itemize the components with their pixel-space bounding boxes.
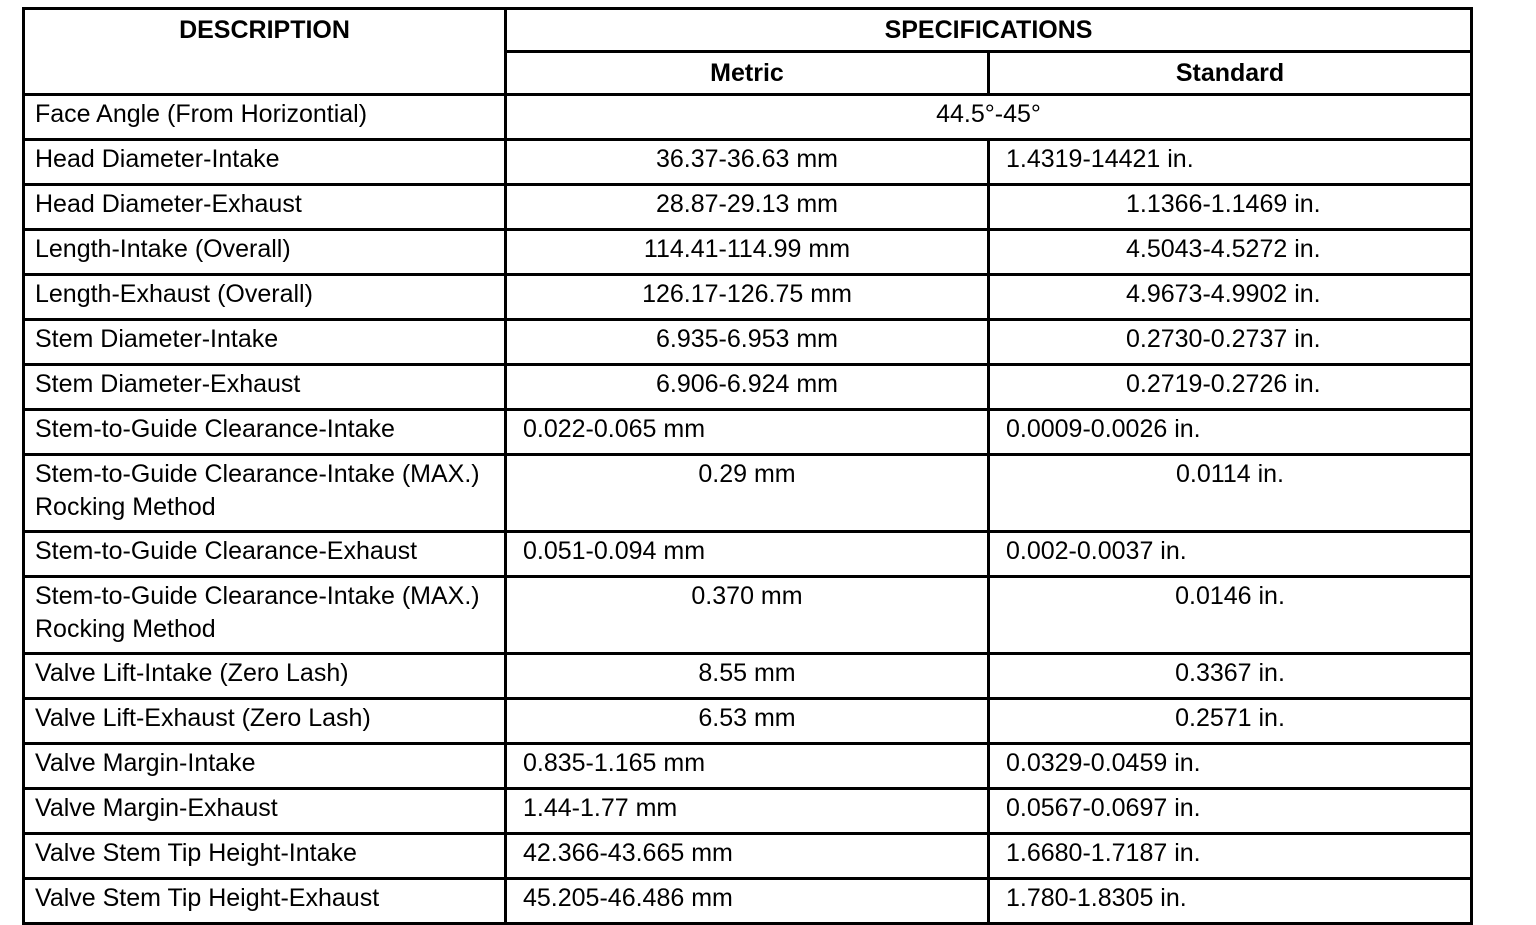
metric-cell: 45.205-46.486 mm [506,879,989,924]
description-cell: Length-Intake (Overall) [24,230,506,275]
description-cell: Length-Exhaust (Overall) [24,275,506,320]
table-row [24,532,1472,577]
metric-cell: 6.935-6.953 mm [506,320,989,365]
table-row [24,577,1472,654]
metric-cell: 28.87-29.13 mm [506,185,989,230]
combined-spec-cell: 44.5°-45° [506,95,1472,140]
table-row [24,275,1472,320]
table-row [24,879,1472,924]
description-cell: Head Diameter-Exhaust [24,185,506,230]
standard-cell: 0.2730-0.2737 in. [989,320,1472,365]
description-cell: Stem Diameter-Intake [24,320,506,365]
metric-header: Metric [506,52,989,95]
description-cell: Valve Margin-Intake [24,744,506,789]
standard-cell: 1.780-1.8305 in. [989,879,1472,924]
metric-cell: 0.370 mm [506,577,989,654]
standard-header: Standard [989,52,1472,95]
table-row [24,834,1472,879]
standard-cell: 1.1366-1.1469 in. [989,185,1472,230]
standard-cell: 4.5043-4.5272 in. [989,230,1472,275]
standard-cell: 0.3367 in. [989,654,1472,699]
metric-cell: 8.55 mm [506,654,989,699]
description-cell: Face Angle (From Horizontial) [24,95,506,140]
standard-cell: 0.0329-0.0459 in. [989,744,1472,789]
description-cell: Stem-to-Guide Clearance-Intake [24,410,506,455]
table-row [24,320,1472,365]
description-cell: Stem-to-Guide Clearance-Exhaust [24,532,506,577]
description-header: DESCRIPTION [24,9,506,95]
standard-cell: 0.0114 in. [989,455,1472,532]
standard-cell: 0.2719-0.2726 in. [989,365,1472,410]
standard-cell: 0.002-0.0037 in. [989,532,1472,577]
standard-cell: 4.9673-4.9902 in. [989,275,1472,320]
description-cell: Valve Margin-Exhaust [24,789,506,834]
standard-cell: 0.0567-0.0697 in. [989,789,1472,834]
metric-cell: 6.906-6.924 mm [506,365,989,410]
standard-cell: 0.2571 in. [989,699,1472,744]
description-cell: Stem-to-Guide Clearance-Intake (MAX.) Rocking Method [24,455,506,532]
table-row [24,230,1472,275]
metric-cell: 6.53 mm [506,699,989,744]
standard-cell: 0.0146 in. [989,577,1472,654]
table-row [24,654,1472,699]
metric-cell: 126.17-126.75 mm [506,275,989,320]
table-row [24,140,1472,185]
metric-cell: 0.29 mm [506,455,989,532]
description-cell: Valve Stem Tip Height-Intake [24,834,506,879]
description-cell: Valve Lift-Intake (Zero Lash) [24,654,506,699]
table-row [24,365,1472,410]
metric-cell: 114.41-114.99 mm [506,230,989,275]
metric-cell: 0.022-0.065 mm [506,410,989,455]
table-row [24,744,1472,789]
table-row [24,95,1472,140]
metric-cell: 42.366-43.665 mm [506,834,989,879]
standard-cell: 1.4319-14421 in. [989,140,1472,185]
description-cell: Valve Lift-Exhaust (Zero Lash) [24,699,506,744]
description-cell: Valve Stem Tip Height-Exhaust [24,879,506,924]
metric-cell: 1.44-1.77 mm [506,789,989,834]
metric-cell: 0.835-1.165 mm [506,744,989,789]
metric-cell: 36.37-36.63 mm [506,140,989,185]
table-row [24,699,1472,744]
description-cell: Stem-to-Guide Clearance-Intake (MAX.) Rocking Method [24,577,506,654]
description-cell: Head Diameter-Intake [24,140,506,185]
table-row [24,410,1472,455]
specifications-header: SPECIFICATIONS [506,9,1472,52]
table-row [24,789,1472,834]
table-row [24,185,1472,230]
metric-cell: 0.051-0.094 mm [506,532,989,577]
description-cell: Stem Diameter-Exhaust [24,365,506,410]
standard-cell: 1.6680-1.7187 in. [989,834,1472,879]
valve-specifications-table [22,7,1473,925]
table-row [24,455,1472,532]
standard-cell: 0.0009-0.0026 in. [989,410,1472,455]
header-row-1 [24,9,1472,52]
